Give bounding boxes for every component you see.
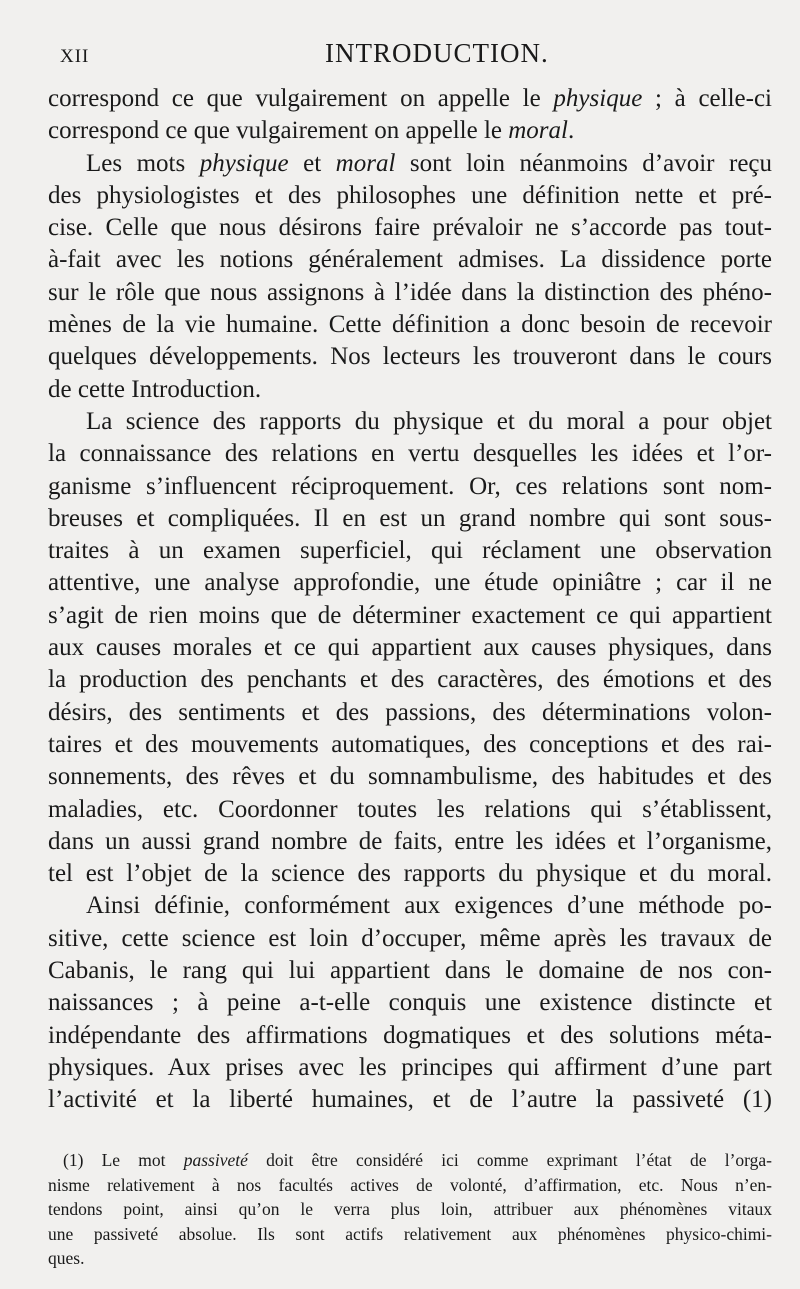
text-line: cise. Celle que nous désirons faire prévaloir ne s’accorde pas tout-: [48, 214, 772, 242]
text-line: des physiologistes et des philosophes une définition nette et pré-: [48, 181, 772, 209]
text-line: tel est l’objet de la science des rapports du physique et du moral.: [48, 860, 772, 888]
page-header: [60, 38, 770, 74]
text-line: la production des penchants et des caractères, des émotions et des: [48, 666, 772, 694]
text-line: mènes de la vie humaine. Cette définition a donc besoin de recevoir: [48, 311, 772, 339]
footnote: [48, 1148, 772, 1271]
text-line: désirs, des sentiments et des passions, des déterminations volon-: [48, 698, 772, 726]
text-line: aux causes morales et ce qui appartient aux causes physiques, dans: [48, 634, 772, 662]
text-line: traites à un examen superficiel, qui réclament une observation: [48, 537, 772, 565]
footnote-line: ques.: [48, 1248, 85, 1268]
text-line: à-fait avec les notions généralement admises. La dissidence porte: [48, 246, 772, 274]
text-line: breuses et compliquées. Il en est un grand nombre qui sont sous-: [48, 504, 772, 532]
body-text: [48, 83, 772, 1117]
text-line: La science des rapports du physique et du moral a pour objet: [86, 407, 772, 435]
text-line: sitive, cette science est loin d’occuper, même après les travaux de: [48, 924, 772, 952]
text-line: de cette Introduction.: [48, 375, 262, 403]
text-line: correspond ce que vulgairement on appelle le moral.: [48, 117, 575, 145]
text-line: sur le rôle que nous assignons à l’idée dans la distinction des phéno-: [48, 278, 772, 306]
text-line: ganisme s’influencent réciproquement. Or, ces relations sont nom-: [48, 472, 772, 500]
running-title: INTRODUCTION.: [325, 38, 549, 68]
text-line: s’agit de rien moins que de déterminer exactement ce qui appartient: [48, 601, 772, 629]
text-line: Cabanis, le rang qui lui appartient dans le domaine de nos con-: [48, 957, 772, 985]
text-line: sonnements, des rêves et du somnambulisme, des habitudes et des: [48, 763, 772, 791]
page-number: XII: [60, 46, 90, 67]
text-line: quelques développements. Nos lecteurs les trouveront dans le cours: [48, 343, 772, 371]
text-line: correspond ce que vulgairement on appelle le physique ; à celle-ci: [48, 85, 772, 112]
text-line: physiques. Aux prises avec les principes qui affirment d’une part: [48, 1053, 772, 1081]
text-line: indépendante des affirmations dogmatiques et des solutions méta-: [48, 1021, 772, 1049]
text-line: taires et des mouvements automatiques, des conceptions et des rai-: [48, 730, 772, 758]
text-line: Les mots physique et moral sont loin néanmoins d’avoir reçu: [86, 149, 772, 177]
footnote-line: tendons point, ainsi qu’on le verra plus loin, attribuer aux phénomènes vitaux: [48, 1199, 772, 1219]
text-line: naissances ; à peine a-t-elle conquis une existence distincte et: [48, 989, 772, 1017]
text-line: dans un aussi grand nombre de faits, entre les idées et l’organisme,: [48, 827, 772, 855]
text-line: la connaissance des relations en vertu desquelles les idées et l’or-: [48, 440, 772, 468]
footnote-line: nisme relativement à nos facultés actives de volonté, d’affirmation, etc. Nous n’en-: [48, 1174, 772, 1195]
footnote-line: une passiveté absolue. Ils sont actifs relativement aux phénomènes physico-chimi-: [48, 1223, 772, 1244]
text-line: attentive, une analyse approfondie, une étude opiniâtre ; car il ne: [48, 569, 772, 597]
text-line: Ainsi définie, conformément aux exigences d’une méthode po-: [86, 892, 772, 920]
text-line: maladies, etc. Coordonner toutes les relations qui s’établissent,: [48, 795, 772, 823]
footnote-line: (1) Le mot passiveté doit être considéré ici comme exprimant l’état de l’orga-: [63, 1150, 772, 1170]
text-line: l’activité et la liberté humaines, et de l’autre la passiveté (1): [48, 1086, 772, 1114]
